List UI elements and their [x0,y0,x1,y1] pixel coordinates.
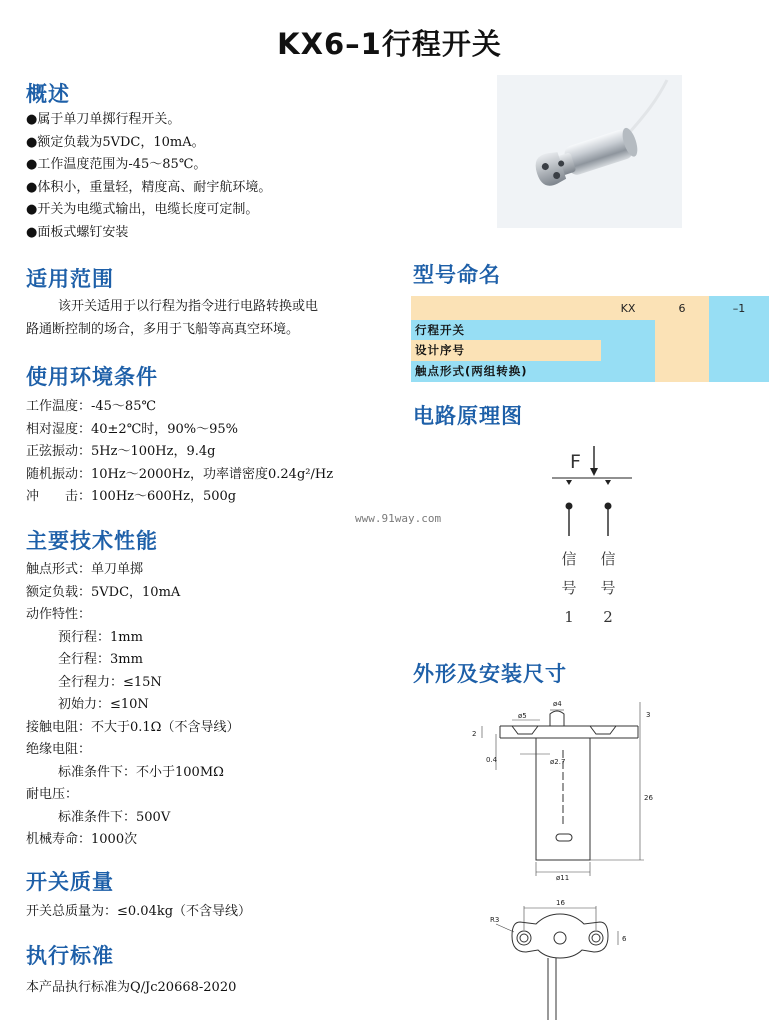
spec-item: 耐电压： [26,787,79,802]
overview-item: ●面板式螺钉安装 [26,224,129,240]
environment-list [26,396,333,509]
contact-1-marker [566,480,572,485]
dim-d5-label: ø5 [518,712,527,720]
standard-heading: 执行标准 [26,944,114,968]
overview-item: ●工作温度范围为-45～85℃。 [26,157,207,172]
countersink-left [512,726,538,734]
spec-item: 动作特性： [26,607,92,622]
dim-2-label: 2 [472,730,477,738]
dim-r3-label: R3 [490,916,500,924]
spec-item: 接触电阻：不大于0.1Ω（不含导线） [26,719,240,735]
environment-item: 工作温度：-45～85℃ [26,399,157,414]
terminal-1-char: 信 [561,550,577,568]
table-header-blank [411,296,601,320]
circuit-diagram [540,440,660,634]
scope-line: 路通断控制的场合，多用于飞船等高真空环境。 [26,321,300,337]
environment-item: 随机振动：10Hz～2000Hz，功率谱密度0.24g²/Hz [26,466,334,482]
environment-item: 相对湿度：40±2℃时，90%～95% [26,421,239,437]
model-naming-table [411,296,769,382]
code-design: 6 [655,296,709,320]
watermark: www.91way.com [355,512,442,525]
design-column-fill [655,320,709,382]
standard-text: 本产品执行标准为Q/Jc20668-2020 [26,980,237,995]
environment-item: 正弦振动：5Hz～100Hz，9.4g [26,444,216,459]
spec-item: 初始力：≤10N [58,697,149,712]
mass-text: 开关总质量为：≤0.04kg（不含导线） [26,904,252,919]
row-design-number: 设计序号 [411,340,655,361]
force-label: F [570,451,581,473]
dim-3-label: 3 [646,711,651,719]
mount-flange-outline [512,914,608,958]
environment-heading: 使用环境条件 [26,365,158,389]
terminal-1-char: 1 [564,608,574,626]
spec-item: 额定负载：5VDC，10mA [26,584,181,600]
dim-6-label: 6 [622,935,627,943]
mount-hole-left-outer [517,931,531,945]
dim-d4-label: ø4 [553,700,562,708]
overview-item: ●体积小，重量轻，精度高、耐宇航环境。 [26,179,272,195]
overview-item: ●开关为电缆式输出，电缆长度可定制。 [26,202,259,217]
body-slot [556,834,572,841]
terminal-2-char: 信 [600,550,616,568]
plunger [550,711,564,726]
switch-photo-illustration [497,75,682,228]
scope-line: 该开关适用于以行程为指令进行电路转换或电 [58,299,319,314]
contact-2-marker [605,480,611,485]
series-column-fill [601,340,655,382]
spec-item: 标准条件下：不小于100MΩ [58,764,224,780]
spec-item: 机械寿命：1000次 [26,832,138,847]
spec-item: 绝缘电阻： [26,742,92,757]
dim-d11-label: ø11 [556,874,570,882]
mount-hole-right-inner [592,934,600,942]
scope-heading: 适用范围 [26,267,114,291]
countersink-right [590,726,616,734]
model-naming-heading: 型号命名 [413,263,501,287]
spec-item: 全行程：3mm [58,652,143,667]
code-series: KX [601,296,655,320]
specs-list [26,559,239,852]
spec-item: 触点形式：单刀单掷 [26,562,144,577]
force-arrow-head [590,468,598,476]
terminal-2-char: 2 [603,608,613,626]
overview-list [26,109,271,244]
dimensions-heading: 外形及安装尺寸 [413,662,567,686]
dim-04-label: 0.4 [486,756,498,764]
dim-d27-label: ø2.7 [550,758,566,766]
overview-item: ●额定负载为5VDC，10mA。 [26,134,205,150]
product-photo [497,75,682,228]
dim-r3-leader [496,924,514,932]
page-title: KX6–1行程开关 [277,27,502,61]
mount-hole-left-inner [520,934,528,942]
terminal-1-char: 号 [561,579,577,597]
row-switch-type: 行程开关 [411,320,655,340]
circuit-svg [540,440,660,630]
dim-16-label: 16 [556,899,565,907]
circuit-heading: 电路原理图 [413,404,523,428]
mass-heading: 开关质量 [26,870,114,894]
mount-hole-right-outer [589,931,603,945]
spec-item: 全行程力：≤15N [58,674,162,690]
center-hole [554,932,566,944]
terminal-2-char: 号 [600,579,616,597]
environment-item: 冲 击：100Hz～600Hz，500g [26,489,237,504]
dimension-drawing [460,692,660,1026]
dim-26-label: 26 [644,794,653,802]
spec-item: 标准条件下：500V [58,809,171,825]
row-contact-form: 触点形式(两组转换) [411,361,601,382]
specs-heading: 主要技术性能 [26,529,158,553]
spec-item: 预行程：1mm [58,629,143,645]
overview-heading: 概述 [26,82,70,106]
scope-paragraph [26,296,386,341]
dimension-svg [460,692,660,1022]
code-contact: –1 [709,296,769,382]
overview-item: ●属于单刀单掷行程开关。 [26,112,181,127]
